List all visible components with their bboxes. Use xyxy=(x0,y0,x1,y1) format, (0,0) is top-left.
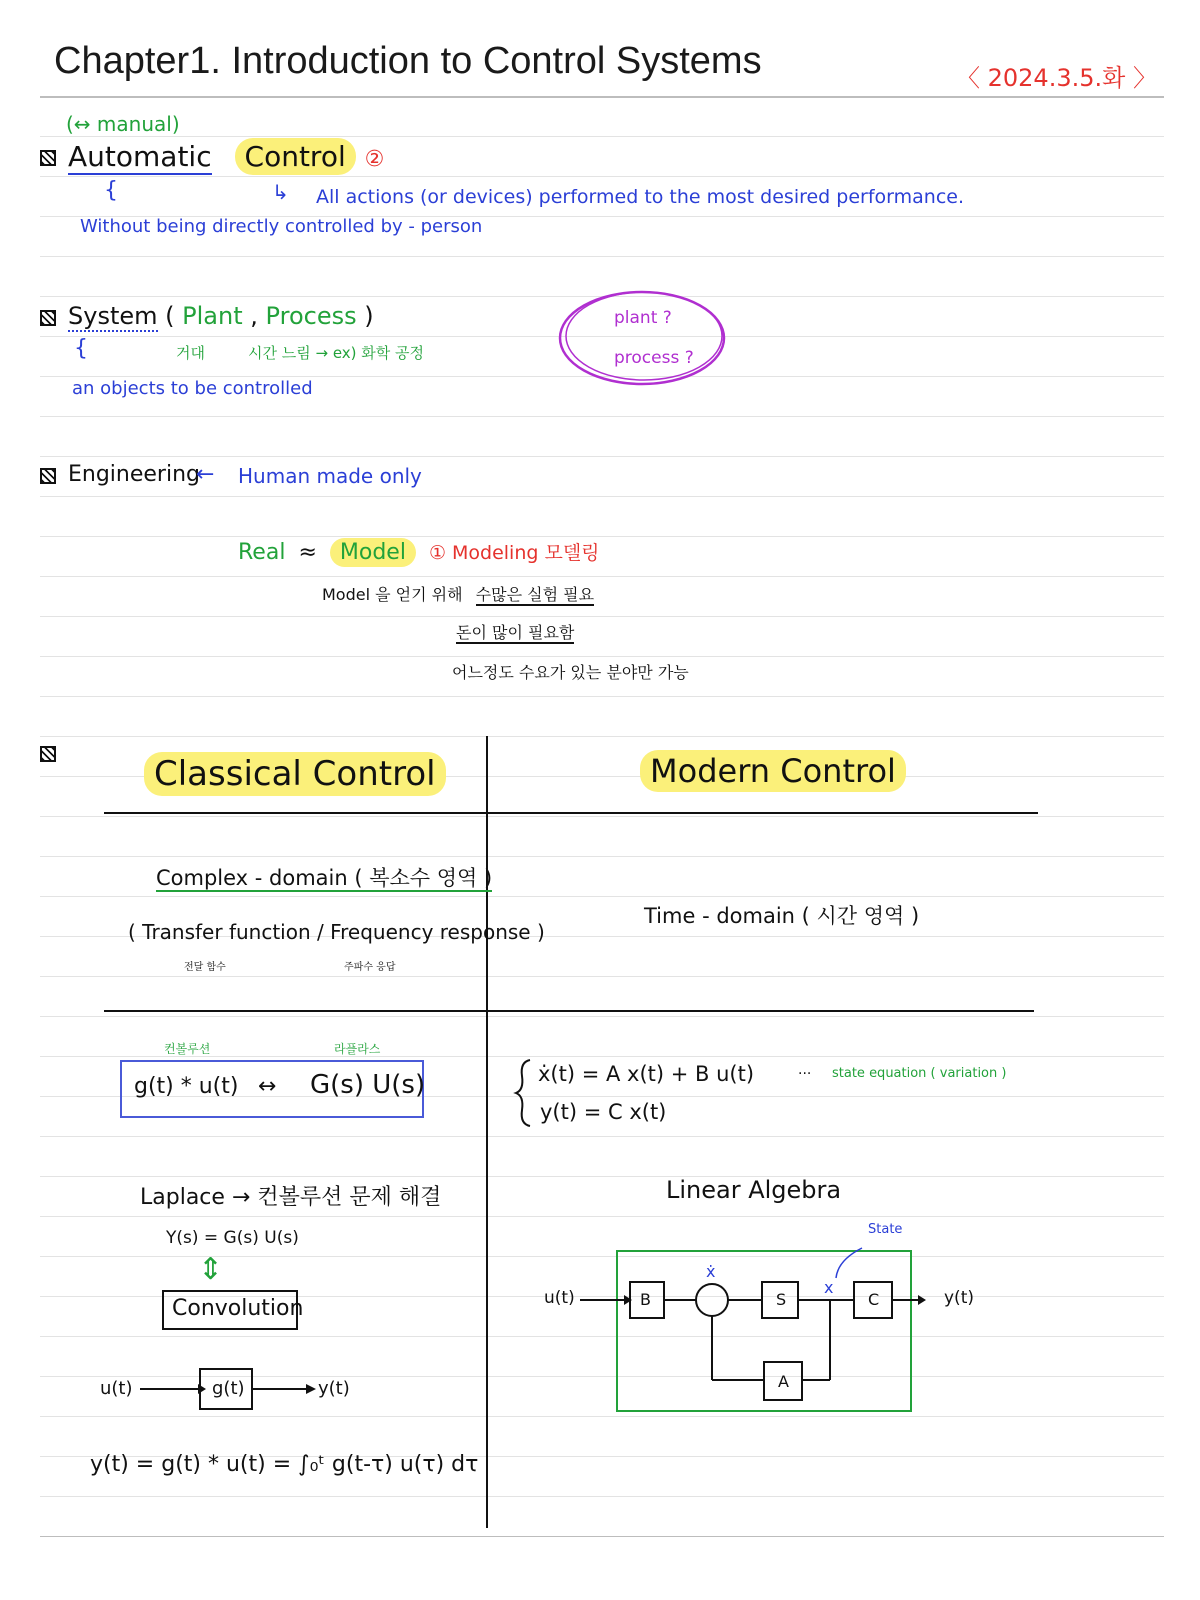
process-kr-note: 시간 느림 → ex) 화학 공정 xyxy=(248,344,425,362)
table-header-rule xyxy=(104,812,1038,814)
rule-line xyxy=(40,256,1164,257)
system-term: System xyxy=(68,302,158,330)
rule-line xyxy=(40,656,1164,657)
block-output: y(t) xyxy=(318,1378,350,1399)
automatic-definition: All actions (or devices) performed to the most desired performance. xyxy=(316,186,965,208)
bubble-plant-question: plant ? xyxy=(614,308,672,328)
ys-expr: Y(s) = G(s) U(s) xyxy=(166,1228,299,1248)
conv-expr: g(t) * u(t) xyxy=(134,1074,239,1099)
state-dots: ··· xyxy=(798,1066,812,1082)
process-term: Process xyxy=(265,302,357,330)
approx-symbol: ≈ xyxy=(298,540,317,565)
rule-line xyxy=(40,576,1164,577)
modern-domain: Time - domain ( 시간 영역 ) xyxy=(644,904,920,928)
modeling-note: ① Modeling 모델링 xyxy=(428,542,600,564)
convolution-label: Convolution xyxy=(172,1296,304,1321)
rule-line xyxy=(40,1216,1164,1217)
vertical-double-arrow-icon: ⇕ xyxy=(198,1252,224,1287)
model-term: Model xyxy=(330,538,416,567)
classical-domain: Complex - domain ( 복소수 영역 ) xyxy=(156,866,493,890)
brace-icon: { xyxy=(104,178,118,203)
modern-title: Modern Control xyxy=(640,750,906,792)
rule-line xyxy=(40,176,1164,177)
rule-line xyxy=(40,856,1164,857)
paren-open: ( xyxy=(165,302,175,330)
rule-line xyxy=(40,496,1164,497)
real-term: Real xyxy=(238,540,286,565)
system-definition: an objects to be controlled xyxy=(72,378,313,399)
plant-term: Plant xyxy=(182,302,243,330)
model-note-a: Model 을 얻기 위해 xyxy=(322,585,463,604)
table-row-rule xyxy=(104,1010,1034,1012)
rule-line xyxy=(40,136,1164,137)
rule-line xyxy=(40,1016,1164,1017)
state-label: State xyxy=(868,1222,903,1237)
conv-kr-note: 컨볼루션 xyxy=(164,1042,211,1056)
ss-block-c: C xyxy=(868,1290,880,1309)
linear-algebra-label: Linear Algebra xyxy=(666,1176,842,1204)
classical-title: Classical Control xyxy=(144,752,446,796)
ss-block-b: B xyxy=(640,1290,651,1309)
model-note-3: 어느정도 수요가 있는 분야만 가능 xyxy=(452,663,689,682)
ss-x: x xyxy=(824,1278,834,1297)
header-rule xyxy=(40,96,1164,98)
checkbox-icon xyxy=(40,746,56,762)
left-arrow-icon: ← xyxy=(196,462,215,487)
double-arrow-icon: ↔ xyxy=(258,1074,277,1099)
comma: , xyxy=(250,302,258,330)
engineering-term: Engineering xyxy=(68,462,200,487)
manual-note: (↔ manual) xyxy=(66,112,180,136)
fr-kr-note: 주파수 응답 xyxy=(344,962,396,973)
date-stamp: 〈 2024.3.5.화 〉 xyxy=(956,64,1157,92)
engineering-note: Human made only xyxy=(238,464,422,488)
automatic-subnote: Without being directly controlled by - person xyxy=(80,216,483,237)
page-title: Chapter1. Introduction to Control Systems xyxy=(54,40,762,82)
corner-arrow-icon: ↳ xyxy=(272,180,289,204)
checkbox-icon xyxy=(40,310,56,326)
state-equation-1: ẋ(t) = A x(t) + B u(t) xyxy=(538,1062,755,1086)
rule-line xyxy=(40,1176,1164,1177)
rule-line xyxy=(40,616,1164,617)
circle-number: ② xyxy=(364,147,385,172)
automatic-term: Automatic xyxy=(68,140,212,173)
state-equation-note: state equation ( variation ) xyxy=(832,1066,1007,1081)
rule-line xyxy=(40,736,1164,737)
laplace-kr-note: 라플라스 xyxy=(334,1042,381,1056)
model-note-b: 수많은 실험 필요 xyxy=(475,585,595,604)
checkbox-icon xyxy=(40,468,56,484)
rule-line xyxy=(40,416,1164,417)
rule-line xyxy=(40,536,1164,537)
rule-line xyxy=(40,456,1164,457)
system-brace-icon xyxy=(512,1056,536,1130)
block-g: g(t) xyxy=(212,1378,245,1399)
paren-close: ) xyxy=(364,302,374,330)
rule-line xyxy=(40,696,1164,697)
brace-icon: { xyxy=(74,336,88,361)
state-equation-2: y(t) = C x(t) xyxy=(540,1100,667,1124)
rule-line xyxy=(40,976,1164,977)
rule-line xyxy=(40,896,1164,897)
rule-line xyxy=(40,1496,1164,1497)
model-note-2: 돈이 많이 필요함 xyxy=(456,623,575,642)
ss-output: y(t) xyxy=(944,1288,974,1308)
classical-tf-line: ( Transfer function / Frequency response ) xyxy=(128,920,545,944)
checkbox-icon xyxy=(40,150,56,166)
tf-kr-note: 전달 함수 xyxy=(184,962,226,973)
control-term: Control xyxy=(235,138,356,175)
ss-xdot: ẋ xyxy=(706,1262,716,1281)
rule-line xyxy=(40,1416,1164,1417)
ss-block-s: S xyxy=(776,1290,787,1309)
plant-kr-note: 거대 xyxy=(176,344,205,362)
convolution-integral: y(t) = g(t) * u(t) = ∫₀ᵗ g(t-τ) u(τ) dτ xyxy=(90,1452,479,1477)
ss-input: u(t) xyxy=(544,1288,575,1308)
ss-block-a: A xyxy=(778,1372,789,1391)
block-input: u(t) xyxy=(100,1378,133,1399)
rule-line xyxy=(40,816,1164,817)
table-vertical-divider xyxy=(486,736,488,1528)
bubble-process-question: process ? xyxy=(614,348,694,368)
rule-line xyxy=(40,1136,1164,1137)
laplace-line: Laplace → 컨볼루션 문제 해결 xyxy=(140,1185,442,1210)
rule-line xyxy=(40,1536,1164,1537)
question-bubble xyxy=(550,282,740,394)
state-space-diagram xyxy=(580,1230,960,1410)
laplace-expr: G(s) U(s) xyxy=(310,1070,426,1100)
